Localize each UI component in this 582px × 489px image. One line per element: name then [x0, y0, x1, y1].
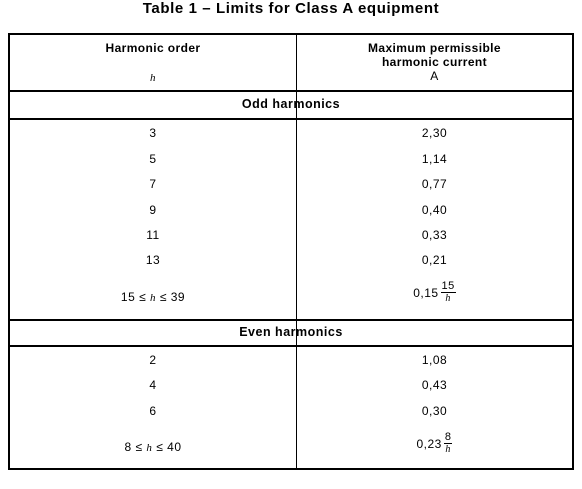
- col2-header-unit: A: [430, 69, 439, 83]
- odd-current-4: 0,33: [421, 228, 448, 242]
- even-range-fraction-numerator: 8: [444, 431, 452, 443]
- col1-header-symbol: h: [150, 72, 156, 84]
- header-divider: [10, 90, 572, 92]
- odd-current-3: 0,40: [421, 203, 448, 217]
- limits-table: [8, 33, 574, 470]
- odd-range-symbol: h: [150, 292, 156, 304]
- odd-range-prefix: 15 ≤: [120, 290, 150, 304]
- odd-section-divider: [10, 118, 572, 120]
- odd-order-0: 3: [149, 126, 157, 140]
- odd-order-1: 5: [149, 152, 157, 166]
- odd-order-5: 13: [145, 253, 161, 267]
- col1-header-title: Harmonic order: [105, 41, 201, 55]
- odd-range-coef: 0,15: [413, 285, 439, 300]
- odd-current-1: 1,14: [421, 152, 448, 166]
- table-title: Table 1 – Limits for Class A equipment: [142, 0, 440, 17]
- even-range-coef: 0,23: [416, 436, 442, 451]
- odd-range-order: [10, 290, 296, 304]
- even-range-symbol: h: [146, 442, 153, 454]
- even-order-0: 2: [149, 353, 157, 367]
- even-current-2: 0,30: [421, 404, 448, 418]
- even-section-label: Even harmonics: [239, 325, 343, 339]
- even-range-prefix: 8 ≤: [124, 440, 147, 454]
- odd-order-4: 11: [146, 228, 160, 242]
- odd-bottom-divider: [10, 319, 572, 321]
- even-range-fraction: [444, 431, 453, 456]
- odd-range-current: [297, 280, 572, 305]
- col2-header-line2: harmonic current: [381, 55, 488, 69]
- odd-current-0: 2,30: [421, 126, 448, 140]
- even-section-divider: [10, 345, 572, 347]
- odd-range-fraction-numerator: 15: [441, 280, 455, 292]
- odd-current-2: 0,77: [421, 177, 448, 191]
- odd-order-2: 7: [149, 177, 157, 191]
- odd-section-label: Odd harmonics: [241, 97, 341, 111]
- col1-header: [10, 41, 296, 85]
- col2-header: [297, 41, 572, 83]
- odd-order-3: 9: [149, 203, 157, 217]
- odd-range-fraction-denominator: h: [445, 293, 451, 304]
- even-range-order: [10, 440, 296, 454]
- odd-current-5: 0,21: [421, 253, 448, 267]
- even-range-current: [297, 431, 572, 456]
- even-current-0: 1,08: [421, 353, 448, 367]
- even-range-fraction-denominator: h: [445, 444, 451, 455]
- even-range-suffix: ≤ 40: [152, 440, 182, 454]
- col2-header-line1: Maximum permissible: [368, 41, 501, 55]
- even-current-1: 0,43: [421, 378, 448, 392]
- even-order-2: 6: [149, 404, 157, 418]
- even-order-1: 4: [149, 378, 157, 392]
- odd-range-fraction: [441, 280, 456, 305]
- odd-range-suffix: ≤ 39: [156, 290, 186, 304]
